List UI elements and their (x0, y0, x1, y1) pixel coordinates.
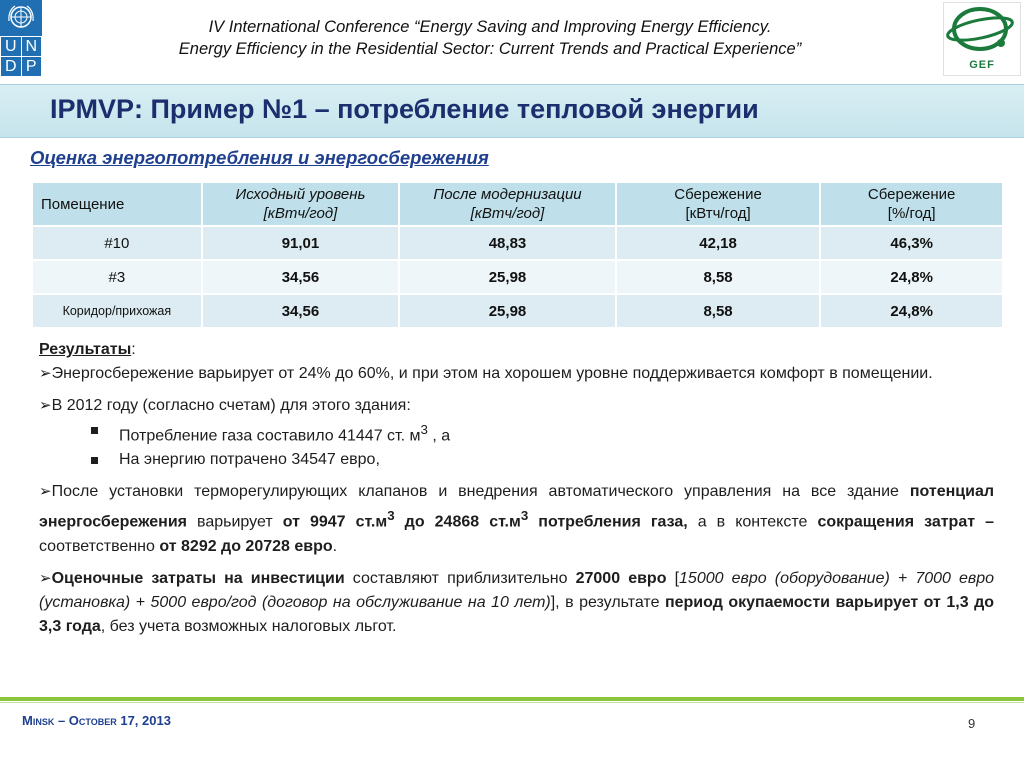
undp-letter: N (22, 37, 42, 56)
title-band (0, 84, 1024, 138)
paragraph-text: составляют приблизительно (344, 569, 576, 587)
table-cell: 34,56 (202, 294, 400, 328)
col-header-unit: [кВтч/год] (470, 205, 545, 222)
table-cell: 25,98 (399, 260, 616, 294)
undp-logo (0, 0, 42, 76)
results-paragraph-1 (39, 362, 994, 386)
page-number: 9 (968, 716, 976, 731)
conference-title-line2: Energy Efficiency in the Residential Sector: Current Trends and Practical Experience” (178, 40, 802, 58)
results-paragraph-4 (39, 567, 994, 639)
footer-location-date: Minsk – October 17, 2013 (22, 713, 171, 728)
paragraph-text: В 2012 году (согласно счетам) для этого здания: (51, 397, 411, 414)
emphasis: Оценочные затраты на инвестиции (51, 569, 345, 587)
table-header-row (32, 182, 1003, 226)
table-cell-room: #3 (32, 260, 202, 294)
footer-divider (0, 697, 1024, 701)
emphasis: 27000 евро (575, 569, 667, 587)
table-row (32, 260, 1003, 294)
table-cell: 24,8% (820, 294, 1003, 328)
paragraph-text: После установки терморегулирующих клапанов и внедрения автоматического управления на все здание (51, 483, 910, 501)
paragraph-text: [ (666, 569, 680, 587)
paragraph-text: соответственно (39, 537, 160, 555)
undp-letter: D (1, 57, 21, 76)
table-cell: 8,58 (616, 260, 821, 294)
list-item (91, 448, 994, 472)
superscript: 3 (387, 508, 395, 524)
section-heading: Оценка энергопотребления и энергосбережения (30, 147, 489, 168)
col-header-text: Сбережение (867, 186, 956, 203)
square-bullet-icon (91, 427, 98, 434)
table-row (32, 294, 1003, 328)
bullet-text: , а (427, 427, 451, 445)
gef-globe-icon (944, 3, 1020, 61)
paragraph-text: ], в результате (550, 593, 665, 611)
table-cell: 8,58 (616, 294, 821, 328)
results-paragraph-2 (39, 394, 994, 418)
results-label: Результаты (39, 341, 132, 358)
results-paragraph-3 (39, 480, 994, 558)
paragraph-text: , без учета возможных налоговых льгот. (100, 617, 397, 635)
conference-title (60, 16, 920, 60)
col-header-text: Помещение (41, 195, 125, 213)
results-body (39, 338, 994, 639)
col-header-unit: [кВтч/год] (263, 205, 338, 222)
emphasis: сокращения затрат – (817, 513, 995, 531)
undp-letter: P (22, 57, 42, 76)
emphasis: от 9947 ст.м (282, 513, 388, 531)
arrow-bullet-icon: ➢ (39, 569, 52, 587)
undp-letters (0, 36, 42, 76)
table-cell: 34,56 (202, 260, 400, 294)
table-row (32, 226, 1003, 260)
un-emblem-icon (4, 3, 38, 33)
col-header-text: Исходный уровень (235, 186, 366, 203)
col-header-unit: [%/год] (887, 205, 936, 222)
emphasis: период окупаемости варьирует от 1,3 до 3,3 года (39, 593, 995, 635)
col-header-unit: [кВтч/год] (685, 205, 751, 222)
superscript: 3 (520, 508, 529, 524)
col-header-savings-kwh (616, 182, 821, 226)
paragraph-text: а в контексте (687, 513, 818, 531)
square-bullet-icon (91, 457, 98, 464)
bullet-list (91, 418, 994, 472)
table-cell: 91,01 (202, 226, 400, 260)
paragraph-text: варьирует (186, 513, 283, 531)
superscript: 3 (420, 422, 428, 437)
italic-text: 15000 евро (оборудование) + 7000 евро (установка) + 5000 евро/год (договор на обслуживание на 10 лет) (39, 569, 995, 611)
slide-title: IPMVP: Пример №1 – потребление тепловой энергии (50, 94, 759, 124)
emphasis: потенциал энергосбережения (39, 483, 994, 531)
col-header-savings-pct (820, 182, 1003, 226)
table-cell: 46,3% (820, 226, 1003, 260)
col-header-room (32, 182, 202, 226)
gef-logo (943, 2, 1021, 76)
results-colon: : (131, 341, 136, 358)
table-cell: 25,98 (399, 294, 616, 328)
table-cell-room: #10 (32, 226, 202, 260)
col-header-baseline (202, 182, 400, 226)
paragraph-text: Энергосбережение варьирует от 24% до 60%, и при этом на хорошем уровне поддерживается комфорт в помещении. (51, 365, 933, 382)
bullet-text: Потребление газа составило 41447 ст. м (119, 427, 421, 445)
arrow-bullet-icon: ➢ (39, 365, 52, 382)
table-cell: 42,18 (616, 226, 821, 260)
results-heading (39, 338, 994, 362)
col-header-after (399, 182, 616, 226)
col-header-text: После модернизации (433, 186, 582, 203)
energy-table (31, 181, 1004, 329)
emphasis: потребления газа, (528, 513, 688, 531)
arrow-bullet-icon: ➢ (39, 483, 52, 501)
undp-letter: U (1, 37, 21, 56)
paragraph-text: . (332, 537, 338, 555)
bullet-text: На энергию потрачено 34547 евро, (119, 451, 380, 469)
conference-title-line1: IV International Conference “Energy Saving and Improving Energy Efficiency. (208, 18, 772, 36)
table-cell: 24,8% (820, 260, 1003, 294)
emphasis: до 24868 ст.м (394, 513, 521, 531)
table-cell: 48,83 (399, 226, 616, 260)
arrow-bullet-icon: ➢ (39, 397, 52, 414)
gef-label: GEF (969, 59, 995, 71)
table-cell-room: Коридор/прихожая (32, 294, 202, 328)
footer-divider-thin (0, 702, 1024, 703)
list-item (91, 418, 994, 448)
col-header-text: Сбережение (674, 186, 762, 203)
emphasis: от 8292 до 20728 евро (159, 537, 333, 555)
